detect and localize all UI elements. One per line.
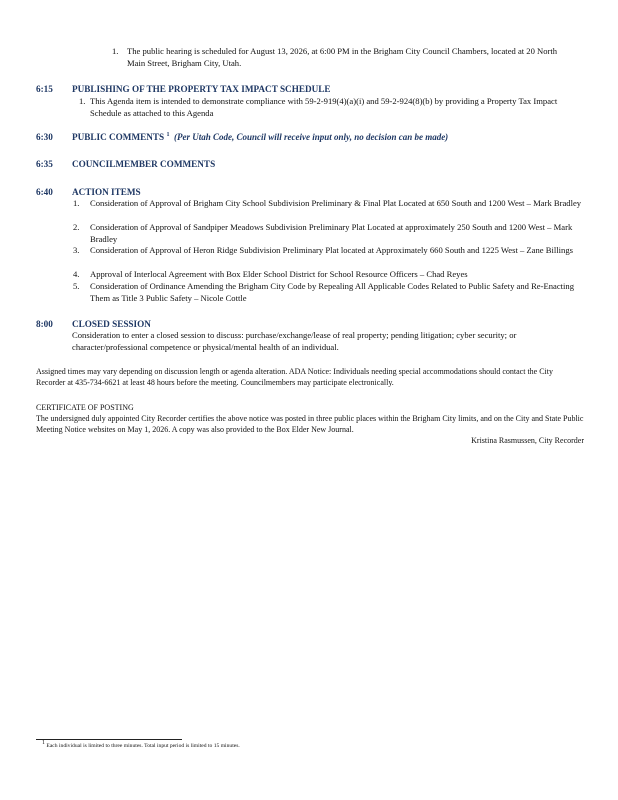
action-item-number: 1. (73, 198, 80, 208)
section-heading-public-comments (72, 131, 448, 143)
section-heading-closed-session: CLOSED SESSION (72, 319, 151, 329)
section-heading-tax-schedule: PUBLISHING OF THE PROPERTY TAX IMPACT SCHEDULE (72, 84, 331, 94)
action-item-text: Consideration of Approval of Sandpiper Meadows Subdivision Preliminary Plat Located at approximately 250 South and 1200 West – Mark Bradley (90, 222, 573, 244)
section-time-800: 8:00 (36, 319, 53, 329)
tax-item-text: This Agenda item is intended to demonstrate compliance with 59-2-919(4)(a)(i) and 59-2-924(8)(b) by providing a Property Tax Impact Schedule as attached to this Agenda (90, 96, 558, 118)
section-heading-councilmember-comments: COUNCILMEMBER COMMENTS (72, 159, 216, 169)
footnote-mark: 1 (42, 740, 45, 747)
footnote-reference: 1 (166, 131, 170, 138)
section-time-630: 6:30 (36, 132, 53, 142)
certificate-title: CERTIFICATE OF POSTING (36, 403, 134, 412)
section-time-615: 6:15 (36, 84, 53, 94)
footnote-divider (36, 739, 182, 740)
action-item-text: Approval of Interlocal Agreement with Box Elder School District for School Resource Officers – Chad Reyes (90, 269, 468, 279)
closed-session-body: Consideration to enter a closed session to discuss: purchase/exchange/lease of real property; pending litigation; cyber security; or character/professional competence or physical/mental health of an individual. (72, 330, 517, 352)
section-time-640: 6:40 (36, 187, 53, 197)
public-comments-label: PUBLIC COMMENTS (72, 132, 165, 142)
public-comments-note: (Per Utah Code, Council will receive input only, no decision can be made) (174, 132, 449, 142)
action-item-number: 2. (73, 222, 80, 232)
action-item-text: Consideration of Approval of Brigham City School Subdivision Preliminary & Final Plat Located at 650 South and 1200 West – Mark Bradley (90, 198, 582, 208)
action-item-text: Consideration of Approval of Heron Ridge Subdivision Preliminary Plat located at Approximately 660 South and 1225 West – Zane Billings (90, 245, 573, 255)
recorder-signature: Kristina Rasmussen, City Recorder (471, 436, 584, 445)
action-item-text: Consideration of Ordinance Amending the Brigham City Code by Repealing All Applicable Codes Related to Public Safety and Re-Enacting Them as Title 3 Public Safety – Nicole Cottle (90, 281, 575, 303)
footnote-text: Each individual is limited to three minutes. Total input period is limited to 15 minutes. (46, 743, 240, 749)
tax-item-number: 1. (79, 96, 86, 106)
intro-item-number: 1. (112, 46, 119, 56)
action-item-number: 3. (73, 245, 80, 255)
action-item-number: 4. (73, 269, 80, 279)
footnote (42, 740, 240, 750)
certificate-body: The undersigned duly appointed City Recorder certifies the above notice was posted in three public places within the Brigham City limits, and on the City and State Public Meeting Notice websites on May 1, 2026. A copy was also provided to the Box Elder New Journal. (36, 414, 584, 434)
intro-item-text: The public hearing is scheduled for August 13, 2026, at 6:00 PM in the Brigham City Council Chambers, located at 20 North Main Street, Brigham City, Utah. (127, 46, 558, 68)
ada-notice: Assigned times may vary depending on discussion length or agenda alteration. ADA Notice: Individuals needing special accommodations should contact the City Recorder at 435-734-6621 at least 48 hours before the meeting. Councilmembers may participate electronically. (36, 367, 553, 387)
action-item-number: 5. (73, 281, 80, 291)
section-heading-action-items: ACTION ITEMS (72, 187, 141, 197)
section-time-635: 6:35 (36, 159, 53, 169)
